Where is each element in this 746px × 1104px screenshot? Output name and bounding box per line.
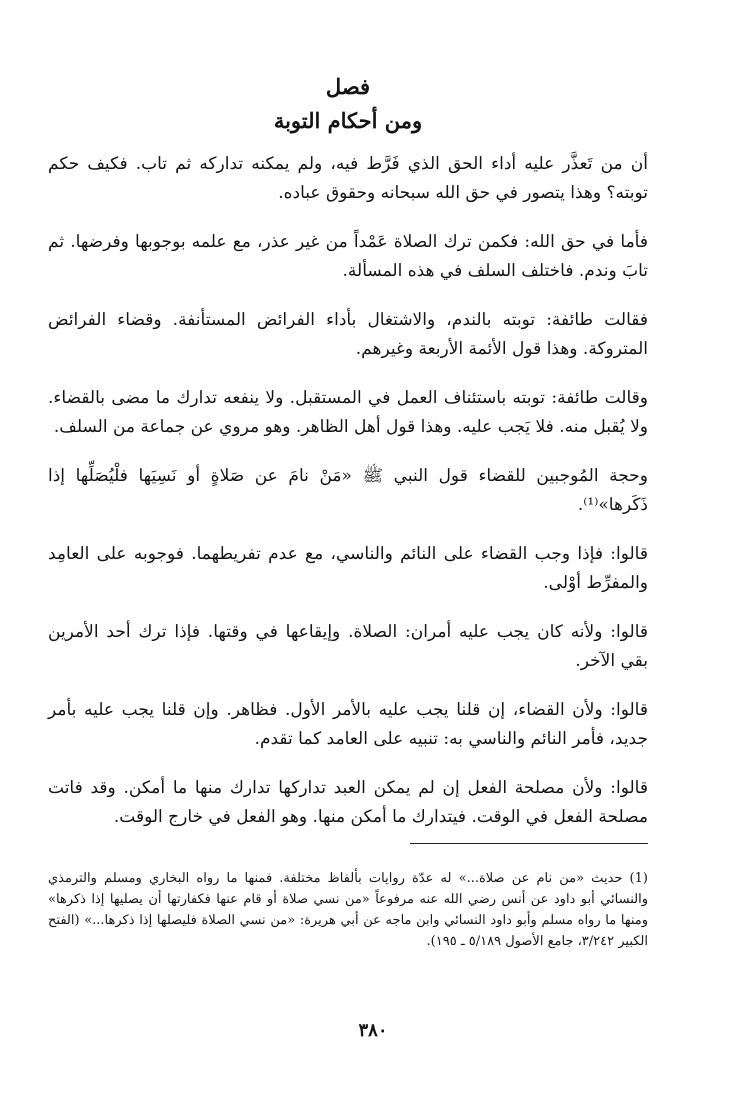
footnote-divider — [410, 843, 648, 844]
chapter-subtitle: ومن أحكام التوبة — [273, 108, 423, 133]
paragraph-5: وحجة المُوجبين للقضاء قول النبي ﷺ «مَنْ نامَ عن صَلاةٍ أو نَسِيَها فلْيُصَلِّها إذا ذَكَرها»⁽¹⁾. — [48, 466, 648, 515]
paragraph-7: قالوا: ولأنه كان يجب عليه أمران: الصلاة. وإيقاعها في وقتها. فإذا ترك أحد الأمرين بقي الآخر. — [48, 622, 648, 671]
paragraph-9: قالوا: ولأن مصلحة الفعل إن لم يمكن العبد تداركها تدارك منها ما أمكن. وقد فاتت مصلحة الفعل في الوقت. فيتدارك ما أمكن منها. وهو الفعل في خارج الوقت. — [48, 778, 648, 827]
paragraph-1: أن من تَعذَّر عليه أداء الحق الذي فَرَّط فيه، ولم يمكنه تداركه ثم تاب. فكيف حكم توبته؟ وهذا يتصور في حق الله سبحانه وحقوق عباده. — [48, 154, 648, 203]
page-number: ٣٨٠ — [358, 1020, 388, 1041]
footnote: (1) حديث «من نام عن صلاة...» له عدّة روايات بألفاظ مختلفة. فمنها ما رواه البخاري ومسلم والترمذي والنسائي أبو داود عن أنس رضي الله عنه مرفوعاً «من نسي صلاة أو قام عنها فكفارتها أن يصليها إذا ذكرها» ومنها ما رواه مسلم وأبو داود النسائي وابن ماجه عن أبي هريرة: «من نسي الصلاة فليصلها إذا ذكرها...» (الفتح الكبير ٣/٢٤٢، جامع الأصول ٥/١٨٩ ـ ١٩٥). — [48, 871, 648, 949]
chapter-title: فصل — [325, 74, 371, 99]
paragraph-4: وقالت طائفة: توبته باستئناف العمل في المستقبل. ولا ينفعه تدارك ما مضى بالقضاء. ولا يُقبل منه. فلا يَجب عليه. وهذا قول أهل الظاهر. وهو مروي عن جماعة من السلف. — [48, 388, 648, 437]
paragraph-3: فقالت طائفة: توبته بالندم، والاشتغال بأداء الفرائض المستأنفة. وقضاء الفرائض المتروكة. وهذا قول الأئمة الأربعة وغيرهم. — [48, 310, 648, 359]
paragraph-2: فأما في حق الله: فكمن ترك الصلاة عَمْداً من غير عذر، مع علمه بوجوبها وفرضها. ثم تابَ وندم. فاختلف السلف في هذه المسألة. — [48, 232, 648, 281]
paragraph-8: قالوا: ولأن القضاء، إن قلنا يجب عليه بالأمر الأول. فظاهر. وإن قلنا يجب عليه بأمر جديد، فأمر النائم والناسي به: تنبيه على العامد كما تقدم. — [48, 700, 648, 749]
page-body — [48, 70, 648, 852]
paragraph-6: قالوا: فإذا وجب القضاء على النائم والناسي، مع عدم تفريطهما. فوجوبه على العامِد والمفرِّط أوْلى. — [48, 544, 648, 593]
